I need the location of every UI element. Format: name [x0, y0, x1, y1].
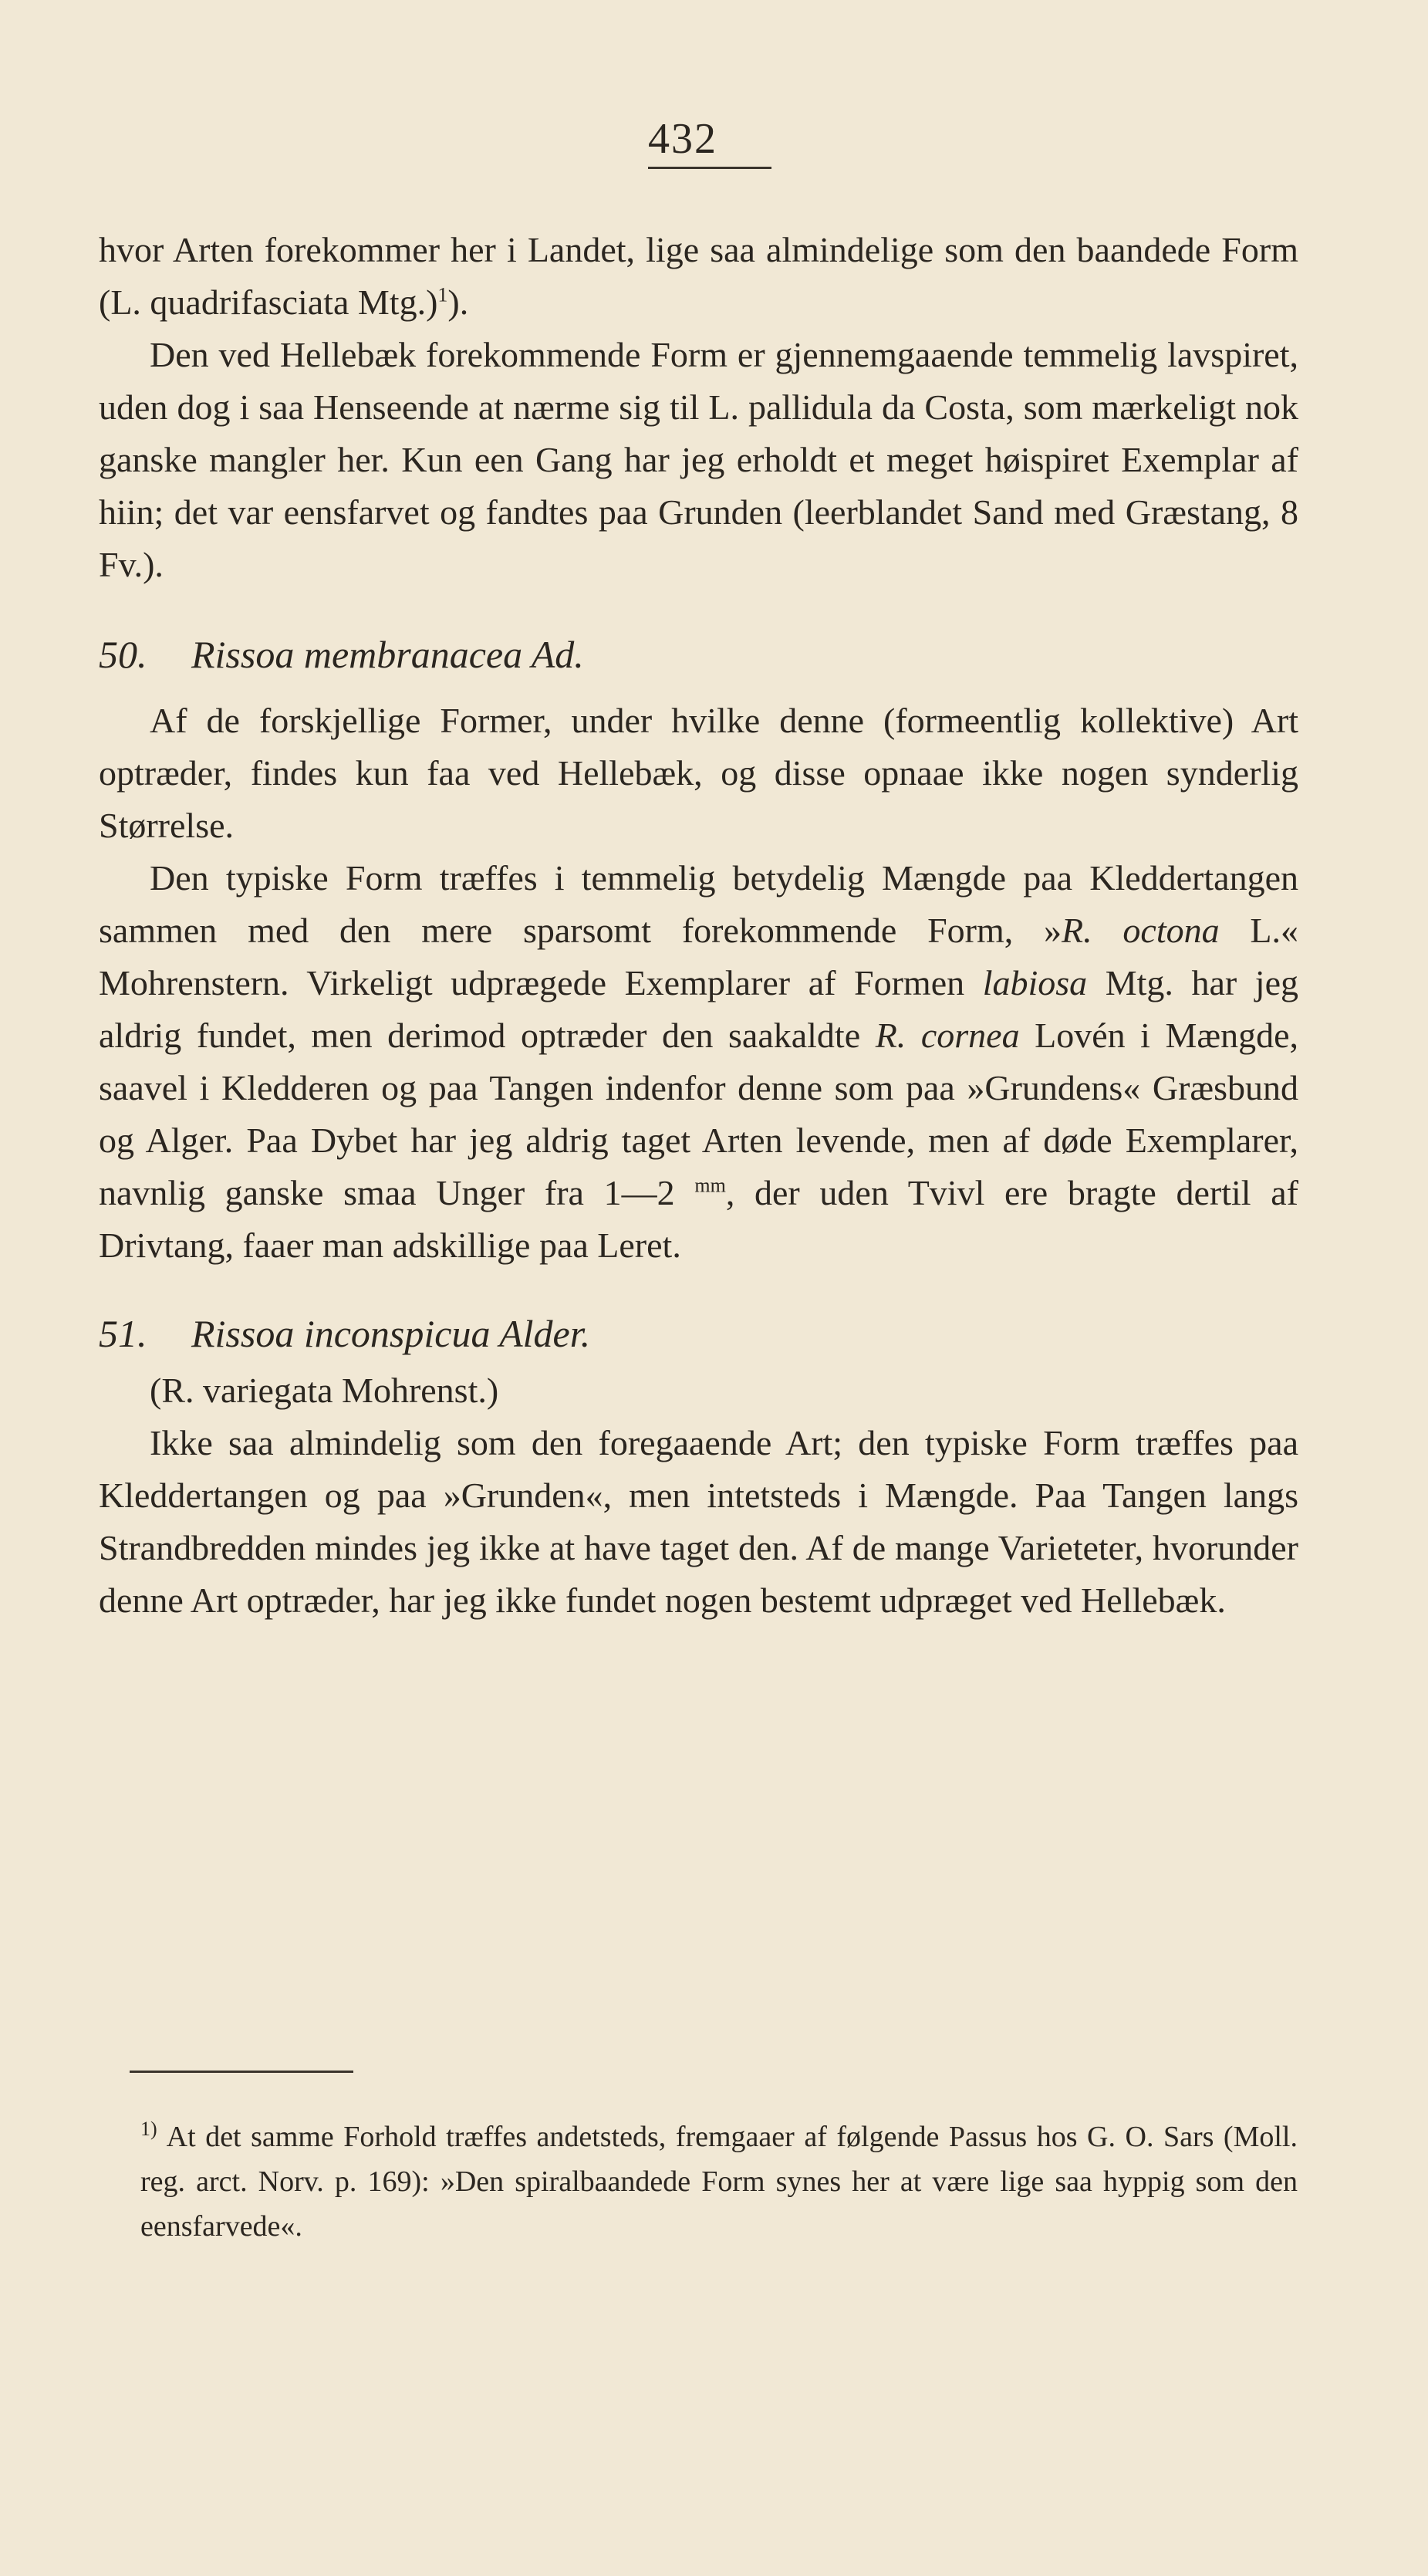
synonym-line: (R. variegata Mohrenst.)	[150, 1371, 499, 1410]
text-run: Lovén i Mængde, saavel i Kledderen og paa Tangen indenfor denne som paa »Grundens« Græsbund og Alger. Paa Dybet har jeg aldrig taget Arten levende, men af døde Exemplarer, navnlig ganske smaa Unger fra 1—2	[99, 1016, 1299, 1212]
species-ref: R. cornea	[875, 1016, 1020, 1055]
intro-text: hvor Arten forekommer her i Landet, lige saa almindelige som den baandede Form (L. quadrifasciata Mtg.)	[99, 230, 1298, 322]
section50-paragraph-1: Af de forskjellige Former, under hvilke denne (formeentlig kollektive) Art optræder, findes kun faa ved Hellebæk, og disse opnaae ikke nogen synderlig Størrelse.	[99, 701, 1298, 845]
species-name: Rissoa membranacea Ad.	[191, 633, 584, 676]
section-number: 51.	[99, 1312, 147, 1355]
text-run: Den typiske Form træffes i temmelig betydelig Mængde paa Kleddertangen sammen med den mere sparsomt forekommende Form, »	[99, 858, 1298, 950]
text-run: L.« Mohrenstern. Virkeligt udprægede Exemplarer af Formen	[99, 911, 1298, 1002]
footnote-ref: 1	[437, 283, 448, 306]
section50-paragraph-2	[99, 852, 1298, 1272]
unit-sup: mm	[694, 1174, 726, 1197]
footnote-mark: 1)	[140, 2118, 157, 2141]
intro-text-end: ).	[447, 282, 469, 322]
section-heading-50	[99, 624, 1298, 685]
species-name: Rissoa inconspicua Alder.	[191, 1312, 591, 1355]
footnote-divider	[130, 2071, 353, 2073]
footnote-text: At det samme Forhold træffes andetsteds, fremgaaer af følgende Passus hos G. O. Sars (Moll. reg. arct. Norv. p. 169): »Den spiralbaandede Form synes her at være lige saa hyppig som den eensfarvede«.	[140, 2121, 1298, 2243]
intro-paragraph-2: Den ved Hellebæk forekommende Form er gjennemgaaende temmelig lavspiret, uden dog i saa Henseende at nærme sig til L. pallidula da Costa, som mærkeligt nok ganske mangler her. Kun een Gang har jeg erholdt et meget høispiret Exemplar af hiin; det var eensfarvet og fandtes paa Grunden (leerblandet Sand med Græstang, 8 Fv.).	[99, 335, 1298, 584]
species-ref: labiosa	[982, 963, 1088, 1002]
footnote	[140, 2115, 1298, 2249]
intro-paragraph-1	[99, 224, 1298, 329]
text-run: , der uden Tvivl ere bragte dertil af Drivtang, faaer man adskillige paa Leret.	[99, 1173, 1298, 1265]
section-number: 50.	[99, 633, 147, 676]
body-text	[99, 224, 1298, 1627]
section-heading-51	[99, 1303, 1298, 1364]
text-run: Mtg. har jeg aldrig fundet, men derimod optræder den saakaldte	[99, 963, 1298, 1055]
species-ref: R. octona	[1062, 911, 1220, 950]
page-number: 432	[648, 114, 771, 169]
section51-paragraph-1: Ikke saa almindelig som den foregaaende Art; den typiske Form træffes paa Kleddertangen og paa »Grunden«, men intetsteds i Mængde. Paa Tangen langs Strandbredden mindes jeg ikke at have taget den. Af de mange Varieteter, hvorunder denne Art optræder, har jeg ikke fundet nogen bestemt udpræget ved Hellebæk.	[99, 1423, 1298, 1620]
